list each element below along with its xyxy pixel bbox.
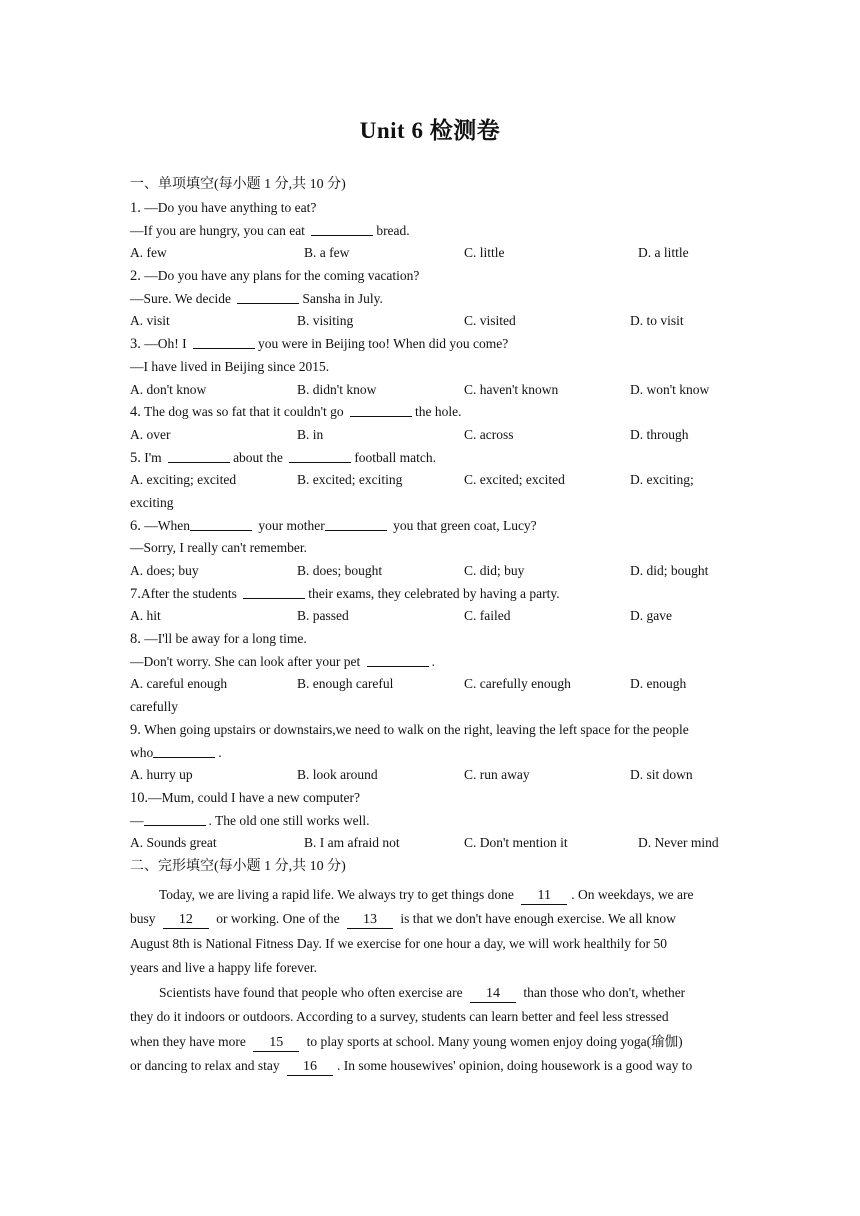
question-3-options (130, 379, 730, 402)
question-10-stem: 10.—Mum, could I have a new computer? (130, 789, 360, 806)
option-b[interactable]: B. look around (297, 767, 378, 783)
question-1-options (130, 242, 730, 265)
option-b[interactable]: B. a few (304, 245, 350, 261)
cloze-paragraph-1: Today, we are living a rapid life. We always try to get things done 11 . On weekdays, we are busy 12 or working. One of the 13 is that we don't have enough exercise. We all know August 8th is National Fitness Day. If we exercise for one hour a day, we will work healthily for 50 years and live a happy life forever. (130, 887, 694, 975)
option-d-wrap: exciting (130, 494, 174, 510)
answer-blank[interactable] (289, 448, 351, 463)
option-a[interactable]: A. visit (130, 313, 170, 329)
answer-blank[interactable] (153, 743, 215, 758)
question-4-stem: 4. The dog was so fat that it couldn't go the hole. (130, 404, 462, 421)
question-7-stem: 7.After the students their exams, they celebrated by having a party. (130, 585, 560, 602)
option-d[interactable]: D. through (630, 426, 689, 442)
option-b[interactable]: B. excited; exciting (297, 472, 403, 488)
option-d[interactable]: D. to visit (630, 313, 684, 329)
answer-blank[interactable] (311, 221, 373, 236)
answer-blank[interactable] (190, 516, 252, 531)
question-8-reply: —Don't worry. She can look after your pet . (130, 653, 435, 669)
question-1-reply: —If you are hungry, you can eat bread. (130, 222, 410, 238)
option-b[interactable]: B. didn't know (297, 381, 377, 397)
question-3-reply: —I have lived in Beijing since 2015. (130, 358, 330, 374)
question-9-stem: 9. When going upstairs or downstairs,we need to walk on the right, leaving the left space for the people (130, 721, 689, 738)
question-3-stem: 3. —Oh! I you were in Beijing too! When did you come? (130, 336, 509, 353)
question-8-options (130, 673, 730, 696)
answer-blank[interactable] (367, 652, 429, 667)
option-d[interactable]: D. won't know (630, 381, 710, 397)
answer-blank[interactable] (193, 334, 255, 349)
option-d[interactable]: D. sit down (630, 767, 693, 783)
cloze-blank-11[interactable]: 11 (521, 888, 567, 905)
question-6-options (130, 560, 730, 583)
question-9-options (130, 764, 730, 787)
cloze-blank-12[interactable]: 12 (163, 912, 209, 929)
option-b[interactable]: B. does; bought (297, 563, 383, 578)
option-b[interactable]: B. in (297, 426, 324, 442)
cloze-blank-15[interactable]: 15 (253, 1035, 299, 1052)
section-heading: 一、单项填空(每小题 1 分,共 10 分) (130, 177, 346, 192)
option-c[interactable]: C. visited (464, 313, 516, 329)
option-a[interactable]: A. Sounds great (130, 835, 217, 851)
option-c[interactable]: C. haven't known (464, 381, 559, 397)
question-9-stem-cont: who . (130, 744, 222, 760)
question-2-options (130, 310, 730, 333)
answer-blank[interactable] (168, 448, 230, 463)
option-c[interactable]: C. did; buy (464, 563, 525, 578)
option-c[interactable]: C. carefully enough (464, 676, 571, 692)
option-b[interactable]: B. I am afraid not (304, 835, 400, 851)
option-a[interactable]: A. over (130, 426, 171, 442)
option-c[interactable]: C. across (464, 426, 514, 442)
question-8-stem: 8. —I'll be away for a long time. (130, 631, 307, 648)
question-5-options (130, 469, 730, 492)
option-c[interactable]: C. run away (464, 767, 530, 783)
section-multiple-choice (130, 173, 730, 879)
question-5-stem: 5. I'm about the football match. (130, 449, 437, 466)
option-b[interactable]: B. visiting (297, 313, 354, 329)
option-a[interactable]: A. does; buy (130, 563, 199, 578)
option-a[interactable]: A. exciting; excited (130, 472, 237, 488)
cloze-blank-16[interactable]: 16 (287, 1059, 333, 1076)
question-10-reply: — . The old one still works well. (130, 812, 370, 828)
option-b[interactable]: B. enough careful (297, 676, 394, 692)
cloze-blank-14[interactable]: 14 (470, 986, 516, 1003)
answer-blank[interactable] (144, 811, 206, 826)
option-a[interactable]: A. few (130, 245, 167, 261)
option-a[interactable]: A. hurry up (130, 767, 193, 783)
answer-blank[interactable] (350, 402, 412, 417)
page-title: Unit 6 检测卷 (359, 118, 501, 143)
option-d[interactable]: D. enough (630, 676, 687, 692)
option-c[interactable]: C. excited; excited (464, 472, 565, 488)
option-d-wrap: carefully (130, 699, 178, 715)
option-d[interactable]: D. did; bought (630, 563, 709, 578)
question-1-stem: 1. —Do you have anything to eat? (130, 200, 317, 216)
cloze-blank-13[interactable]: 13 (347, 912, 393, 929)
option-c[interactable]: C. Don't mention it (464, 835, 568, 851)
question-2-stem: 2. —Do you have any plans for the coming vacation? (130, 268, 420, 285)
option-a[interactable]: A. don't know (130, 381, 207, 397)
section-heading: 二、完形填空(每小题 1 分,共 10 分) (130, 858, 346, 874)
answer-blank[interactable] (243, 584, 305, 599)
option-c[interactable]: C. failed (464, 608, 511, 624)
option-a[interactable]: A. careful enough (130, 676, 228, 692)
option-b[interactable]: B. passed (297, 608, 349, 624)
question-4-options (130, 424, 730, 447)
option-d[interactable]: D. a little (638, 245, 689, 261)
question-6-reply: —Sorry, I really can't remember. (130, 540, 307, 556)
question-7-options (130, 605, 730, 628)
question-10-options (130, 832, 730, 855)
question-2-reply: —Sure. We decide Sansha in July. (130, 290, 383, 306)
option-c[interactable]: C. little (464, 245, 505, 261)
option-d[interactable]: D. gave (630, 608, 672, 624)
answer-blank[interactable] (237, 289, 299, 304)
option-d[interactable]: D. exciting; (630, 472, 694, 488)
answer-blank[interactable] (325, 516, 387, 531)
option-d[interactable]: D. Never mind (638, 835, 719, 851)
cloze-paragraph-2: Scientists have found that people who often exercise are 14 than those who don't, whether they do it indoors or outdoors. According to a survey, students can learn better and feel less stressed when they have more 15 to play sports at school. Many young women enjoy doing yoga(瑜伽) or dancing to relax and stay 16 . In some housewives' opinion, doing housework is a good way to (130, 985, 693, 1074)
option-a[interactable]: A. hit (130, 608, 161, 624)
question-6-stem: 6. —When your mother you that green coat, Lucy? (130, 517, 537, 534)
